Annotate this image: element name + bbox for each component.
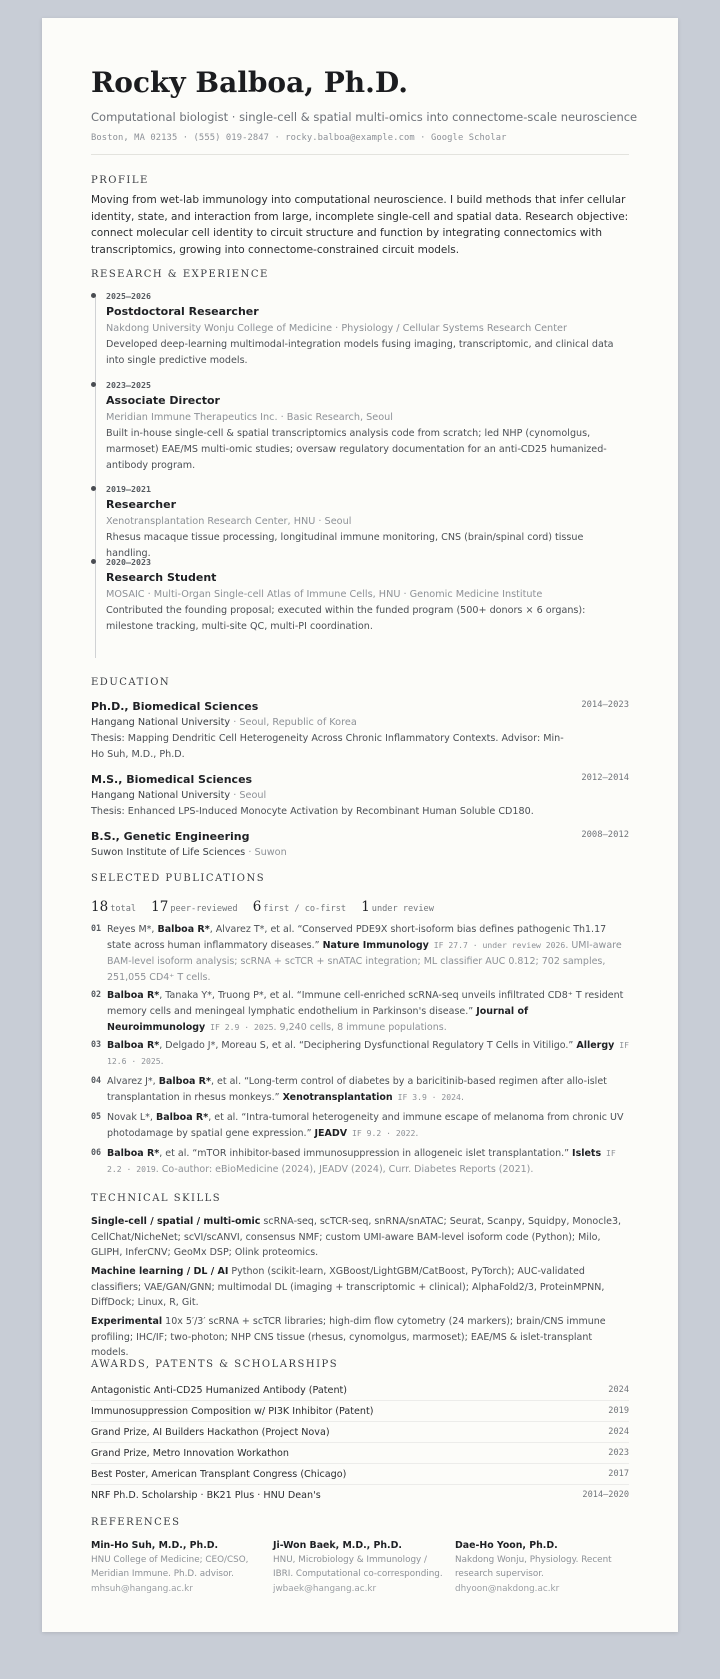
experience-item [106,379,629,473]
education-institution [91,788,629,804]
pub-author-self: Balboa R* [158,1076,211,1087]
reference-name: Min-Ho Suh, M.D., Ph.D. [91,1540,219,1551]
award-title: Best Poster, American Transplant Congress (Chicago) [91,1469,347,1480]
pub-impact: IF 2.2 · 2019 [107,1148,616,1174]
experience-title: Postdoctoral Researcher [106,305,259,318]
experience-date: 2020–2023 [106,557,151,567]
reference-desc: HNU College of Medicine; CEO/CSO, Meridian Immune. Ph.D. advisor. [91,1555,249,1580]
publication-number: 02 [91,989,102,999]
experience-title: Associate Director [106,394,220,407]
pub-authors-pre: Reyes M*, [107,924,158,935]
education-heading: EDUCATION [91,677,171,688]
institution-location: · Seoul [230,790,267,801]
pub-journal: Xenotransplantation [282,1091,393,1103]
timeline-dot [91,293,96,298]
candidate-name: Rocky Balboa, Ph.D. [91,66,408,99]
publication-item [91,1074,629,1106]
skill-group [91,1214,629,1261]
contact-line: Boston, MA 02135 · (555) 019-2847 · rocky.balboa@example.com · Google Scholar [91,133,507,143]
pub-authors-pre: Novak L*, [107,1112,156,1123]
pub-citation: , et al. “mTOR inhibitor-based immunosuppression in allogeneic islet transplantation.” [159,1148,573,1159]
education-item [91,828,629,861]
institution-name: Hangang National University [91,790,231,801]
stat-label: peer-reviewed [170,904,238,914]
timeline-dot [91,382,96,387]
references-heading: REFERENCES [91,1517,181,1528]
reference-card [455,1538,630,1596]
pub-author-self: Balboa R* [157,924,210,935]
profile-text: Moving from wet-lab immunology into computational neuroscience. I build methods that infer cellular identity, state, and interaction from large, incomplete single-cell and spatial data. Research objective: connect molecular cell identity to circuit structure and function by integrating connectomics with transcriptomics, growing into connectome-constrained circuit models. [91,194,629,256]
experience-item [106,483,629,562]
pub-note: . 9,240 cells, 8 immune populations. [273,1021,447,1033]
experience-org: Xenotransplantation Research Center, HNU · Seoul [106,516,352,527]
experience-desc: Built in-house single-cell & spatial transcriptomics analysis code from scratch; led NHP (cynomolgus, marmoset) EAE/MS multi-omic studies; oversaw regulatory documentation for an anti-CD25 humanized-antibody program. [106,428,607,471]
pub-citation: , et al. “Long-term control of diabetes by a baricitinib-based regimen after allo-islet transplantation in rhesus monkeys.” [107,1076,607,1103]
education-thesis: Thesis: Enhanced LPS-Induced Monocyte Activation by Recombinant Human Soluble CD180. [91,806,534,817]
education-dates: 2012–2014 [581,773,629,783]
education-thesis: Thesis: Mapping Dendritic Cell Heterogeneity Across Chronic Inflammatory Contexts. Advisor: Min-Ho Suh, M.D., Ph.D. [91,733,564,760]
institution-location: · Seoul, Republic of Korea [230,717,357,728]
pub-journal: Nature Immunology [322,939,429,951]
header-divider [91,154,629,155]
pub-impact: IF 3.9 · 2024 [392,1091,461,1102]
pub-citation: , Delgado J*, Moreau S, et al. “Deciphering Dysfunctional Regulatory T Cells in Vitiligo.” [159,1040,577,1051]
pub-impact: IF 9.2 · 2022 [347,1127,416,1138]
skill-text: scRNA-seq, scTCR-seq, snRNA/snATAC; Seurat, Scanpy, Squidpy, Monocle3, CellChat/NicheNet; scVI/scANVI, consensus NMF; custom UMI-aware BAM-level isoform code (Python); Milo, GLIPH, InferCNV; GeoMx DSP; Olink proteomics. [91,1216,622,1259]
reference-email: jwbaek@hangang.ac.kr [273,1583,377,1594]
publication-number: 04 [91,1075,102,1085]
education-dates: 2008–2012 [581,830,629,840]
reference-name: Ji-Won Baek, M.D., Ph.D. [273,1540,402,1551]
award-year: 2014–2020 [582,1490,629,1500]
education-dates: 2014–2023 [581,700,629,710]
reference-desc: HNU, Microbiology & Immunology / IBRI. Computational co-corresponding. [273,1555,443,1580]
reference-card [273,1538,448,1596]
experience-item [106,290,629,369]
award-year: 2019 [608,1406,629,1416]
experience-desc: Developed deep-learning multimodal-integration models fusing imaging, transcriptomic, and clinical data into single predictive models. [106,339,614,366]
awards-heading: AWARDS, PATENTS & SCHOLARSHIPS [91,1359,339,1370]
education-item [91,771,629,820]
experience-org: MOSAIC · Multi-Organ Single-cell Atlas of Immune Cells, HNU · Genomic Medicine Institute [106,589,543,600]
experience-item [106,556,629,635]
pub-note: . Co-author: eBioMedicine (2024), JEADV (2024), Curr. Diabetes Reports (2021). [155,1163,534,1175]
reference-card [91,1538,266,1596]
institution-name: Hangang National University [91,717,231,728]
skill-label: Experimental [91,1316,163,1327]
education-item [91,698,629,763]
pub-citation: , Tanaka Y*, Truong P*, et al. “Immune cell-enriched scRNA-seq unveils infiltrated CD8⁺ T resident memory cells and meningeal lymphatic endothelium in Parkinson's disease.” [107,990,624,1017]
award-title: Antagonistic Anti-CD25 Humanized Antibody (Patent) [91,1385,348,1396]
publication-stats [91,896,444,915]
skill-text: 10x 5′/3′ scRNA + scTCR libraries; high-dim flow cytometry (24 markers); brain/CNS immune profiling; IHC/IF; two-photon; NHP CNS tissue (rhesus, cynomolgus, marmoset); EAE/MS & islet-transplant models. [91,1316,606,1359]
pub-impact: IF 27.7 · under review 2026 [428,939,566,950]
pub-journal: Journal of Neuroimmunology [107,1005,529,1033]
pub-journal: JEADV [314,1127,348,1139]
publication-number: 01 [91,923,102,933]
education-institution [91,845,629,861]
award-title: Grand Prize, AI Builders Hackathon (Project Nova) [91,1427,330,1438]
award-title: Immunosuppression Composition w/ PI3K Inhibitor (Patent) [91,1406,374,1417]
experience-org: Nakdong University Wonju College of Medicine · Physiology / Cellular Systems Research Center [106,323,567,334]
pub-journal: Islets [572,1148,602,1159]
skill-label: Machine learning / DL / AI [91,1266,229,1277]
profile-heading: PROFILE [91,175,149,186]
pub-author-self: Balboa R* [107,1148,160,1159]
skills-heading: TECHNICAL SKILLS [91,1193,222,1204]
reference-desc: Nakdong Wonju, Physiology. Recent research supervisor. [455,1555,612,1580]
skill-label: Single-cell / spatial / multi-omic [91,1216,261,1227]
pub-author-self: Balboa R* [155,1112,209,1123]
education-degree: M.S., Biomedical Sciences [91,773,253,786]
stat-label: first / co-first [263,904,347,914]
reference-email: mhsuh@hangang.ac.kr [91,1583,193,1594]
award-year: 2024 [608,1427,629,1437]
publication-item [91,1146,629,1178]
publication-item [91,988,629,1036]
pub-citation: , Alvarez T*, et al. “Conserved PDE9X short-isoform bias defines pathogenic Th1.17 state across human inflammatory diseases.” [107,924,607,951]
resume-page [42,18,678,1632]
publication-item [91,1110,629,1142]
publication-number: 05 [91,1111,102,1121]
experience-desc: Contributed the founding proposal; executed within the funded program (500+ donors × 6 organs): milestone tracking, multi-site QC, multi-PI coordination. [106,605,586,632]
experience-timeline [95,295,96,658]
experience-title: Research Student [106,571,217,584]
pub-author-self: Balboa R* [107,990,160,1001]
publication-item [91,1038,629,1070]
education-institution [91,715,629,731]
skill-text: Python (scikit-learn, XGBoost/LightGBM/CatBoost, PyTorch); AUC-validated classifiers; VAE/GAN/GNN; multimodal DL (imaging + transcriptomic + clinical); AlphaFold2/3, ProteinMPNN, DiffDock; Linux, R, Git. [91,1266,605,1309]
institution-location: · Suwon [245,847,287,858]
experience-title: Researcher [106,498,177,511]
experience-heading: RESEARCH & EXPERIENCE [91,269,269,280]
experience-date: 2023–2025 [106,380,151,390]
publication-number: 06 [91,1147,102,1157]
timeline-dot [91,486,96,491]
award-title: Grand Prize, Metro Innovation Workathon [91,1448,289,1459]
stat-label: total [110,904,137,914]
award-year: 2023 [608,1448,629,1458]
skill-group [91,1264,629,1311]
pub-note: . [160,1055,164,1067]
stat-number: 6 [252,899,262,915]
experience-desc: Rhesus macaque tissue processing, longitudinal immune monitoring, CNS (brain/spinal cord) tissue handling. [106,532,584,559]
institution-name: Suwon Institute of Life Sciences [91,847,246,858]
stat-number: 1 [361,899,370,915]
publications-heading: SELECTED PUBLICATIONS [91,873,266,884]
pub-note: . [460,1091,464,1103]
stat-label: under review [371,904,434,914]
stat-number: 17 [151,899,169,915]
experience-date: 2025–2026 [106,291,151,301]
award-row [91,1464,629,1485]
pub-journal: Allergy [576,1040,615,1051]
pub-authors-pre: Alvarez J*, [107,1076,159,1087]
pub-author-self: Balboa R* [107,1040,160,1051]
award-row [91,1380,629,1401]
award-row [91,1485,629,1505]
pub-impact: IF 12.6 · 2025 [107,1040,629,1066]
award-row [91,1401,629,1422]
reference-email: dhyoon@nakdong.ac.kr [455,1583,560,1594]
publication-item [91,922,629,986]
publication-number: 03 [91,1039,102,1049]
skill-group [91,1314,629,1361]
timeline-dot [91,559,96,564]
award-year: 2024 [608,1385,629,1395]
stat-number: 18 [91,899,109,915]
award-year: 2017 [608,1469,629,1479]
reference-name: Dae-Ho Yoon, Ph.D. [455,1540,558,1551]
education-degree: B.S., Genetic Engineering [91,830,250,843]
pub-note: . UMI-aware BAM-level isoform analysis; scRNA + scTCR + snATAC integration; ML classifier AUC 0.812; 702 samples, 251,055 CD4⁺ T cells. [107,939,622,983]
experience-org: Meridian Immune Therapeutics Inc. · Basic Research, Seoul [106,412,393,423]
pub-impact: IF 2.9 · 2025 [205,1021,274,1032]
pub-note: . [415,1127,419,1139]
experience-date: 2019–2021 [106,484,151,494]
award-title: NRF Ph.D. Scholarship · BK21 Plus · HNU Dean's [91,1490,321,1501]
award-row [91,1422,629,1443]
education-degree: Ph.D., Biomedical Sciences [91,700,259,713]
award-row [91,1443,629,1464]
pub-citation: , et al. “Intra-tumoral heterogeneity and immune escape of melanoma from chronic UV photodamage by spatial gene expression.” [107,1112,624,1139]
candidate-subtitle: Computational biologist · single-cell & spatial multi-omics into connectome-scale neuroscience [91,110,638,124]
